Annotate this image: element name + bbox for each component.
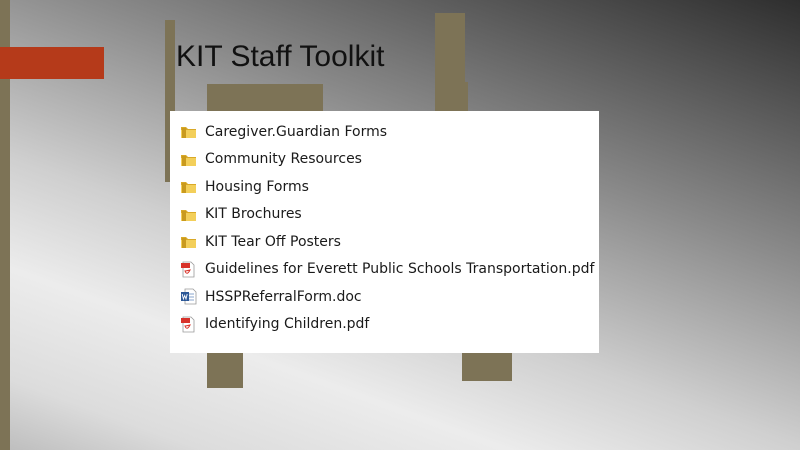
file-item-label: KIT Brochures [205,206,302,223]
folder-icon [180,233,197,250]
pdf-file-icon [180,261,197,278]
folder-icon [180,123,197,140]
file-item-caregiver-guardian-forms[interactable] [170,118,599,146]
file-item-label: HSSPReferralForm.doc [205,288,362,305]
file-item-label: Identifying Children.pdf [205,316,370,333]
file-item-label: KIT Tear Off Posters [205,233,341,250]
decorative-bar-right-low [462,353,512,381]
file-item-hssp-referral-form-doc[interactable] [170,283,599,311]
file-item-kit-brochures[interactable] [170,201,599,229]
folder-icon [180,178,197,195]
decorative-bar-center-top [207,84,323,111]
file-item-label: Community Resources [205,151,362,168]
file-item-guidelines-pdf[interactable] [170,256,599,284]
file-item-community-resources[interactable] [170,146,599,174]
file-list-panel [170,111,599,353]
accent-banner [0,47,104,79]
pdf-file-icon [180,316,197,333]
page-title: KIT Staff Toolkit [176,40,385,73]
word-file-icon [180,288,197,305]
decorative-bar-center-low [207,353,243,388]
file-item-label: Caregiver.Guardian Forms [205,123,388,140]
folder-icon [180,151,197,168]
file-item-label: Housing Forms [205,178,309,195]
file-item-identifying-children-pdf[interactable] [170,311,599,339]
file-item-housing-forms[interactable] [170,173,599,201]
decorative-bar-right-edge [458,82,468,111]
file-item-label: Guidelines for Everett Public Schools Transportation.pdf [205,261,595,278]
folder-icon [180,206,197,223]
file-item-kit-tear-off-posters[interactable] [170,228,599,256]
